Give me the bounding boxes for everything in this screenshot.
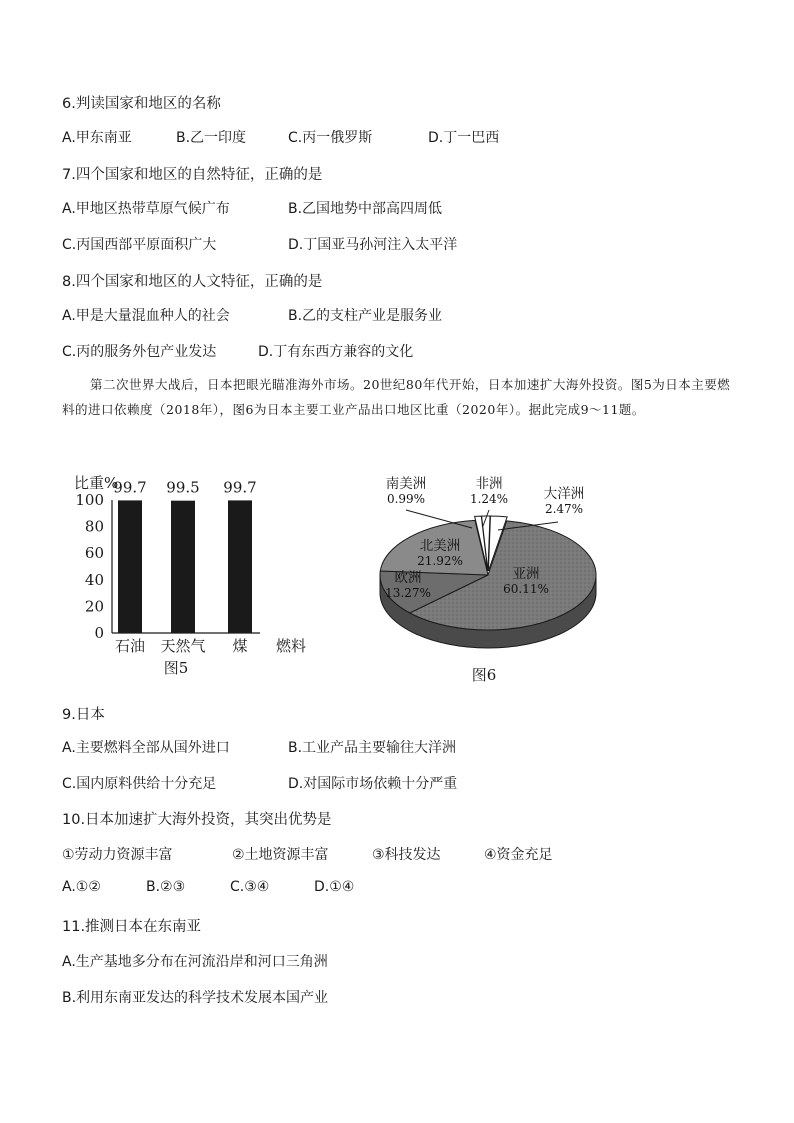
fig5-caption: 图5 [163,659,189,677]
fig5-ytick-label: 100 [75,491,104,509]
fig5-bar [228,500,252,633]
q10-stem: 10.日本加速扩大海外投资，其突出优势是 [62,812,332,828]
q7-option-d: D.丁国亚马孙河注入太平洋 [288,237,458,253]
fig5-category-label: 石油 [114,637,146,655]
fig6-caption: 图6 [471,666,497,684]
q10-item-3: ③科技发达 [372,847,441,863]
fig5-category-label: 煤 [232,637,248,655]
q9-option-b: B.工业产品主要输往大洋洲 [288,740,457,756]
fig5-bar [171,501,195,633]
q6-option-a: A.甲东南亚 [62,130,132,146]
fig5-xlabel: 燃料 [276,637,307,655]
q7-stem: 7.四个国家和地区的自然特征，正确的是 [62,167,323,183]
q9-option-d: D.对国际市场依赖十分严重 [288,776,458,792]
q7-option-a: A.甲地区热带草原气候广布 [62,201,230,217]
fig5-bar-value-label: 99.7 [223,478,257,497]
fig6-leader-line [406,510,472,528]
fig6-slice-value: 21.92% [417,554,463,568]
fig5-bar [118,500,142,633]
figure-5-bar-chart [60,468,320,683]
fig6-slice-value: 2.47% [544,502,584,516]
q10-option-d: D.①④ [314,879,355,895]
fig5-ytick-label: 40 [84,570,104,589]
q9-stem: 9.日本 [62,707,105,723]
figure-6-pie-chart [368,470,618,690]
fig5-category-label: 天然气 [160,637,206,655]
q9-option-a: A.主要燃料全部从国外进口 [62,740,230,756]
fig6-slice-value: 13.27% [385,586,431,600]
q6-option-d: D.丁一巴西 [428,130,500,146]
q6-option-c: C.丙一俄罗斯 [288,130,373,146]
fig5-ytick-label: 20 [84,597,104,616]
q10-item-2: ②土地资源丰富 [232,847,329,863]
fig6-slice-name: 非洲 [475,476,503,492]
q6-stem: 6.判读国家和地区的名称 [62,96,221,112]
intro-paragraph: 第二次世界大战后，日本把眼光瞄准海外市场。20世纪80年代开始，日本加速扩大海外投资。图5为日本主要燃料的进口依赖度（2018年），图6为日本主要工业产品出口地区比重（2020年）。据此完成9～11题。 [62,377,731,417]
fig5-bar-value-label: 99.7 [113,478,147,497]
fig5-ylabel: 比重% [74,474,119,492]
fig6-slice-name: 南美洲 [385,476,427,492]
q8-option-c: C.丙的服务外包产业发达 [62,344,217,360]
q10-option-c: C.③④ [230,879,270,895]
q10-option-b: B.②③ [146,879,186,895]
fig5-ytick-label: 80 [84,517,104,536]
fig5-bar-value-label: 99.5 [166,478,200,497]
fig6-slice-name: 大洋洲 [543,486,585,502]
q8-option-b: B.乙的支柱产业是服务业 [288,308,443,324]
fig6-slice-name: 欧洲 [394,570,422,586]
q7-option-c: C.丙国西部平原面积广大 [62,237,217,253]
fig6-slice-value: 1.24% [469,492,509,506]
q8-option-a: A.甲是大量混血种人的社会 [62,308,230,324]
fig6-slice-value: 0.99% [386,492,426,506]
q9-option-c: C.国内原料供给十分充足 [62,776,217,792]
q10-item-4: ④资金充足 [484,847,553,863]
q10-item-1: ①劳动力资源丰富 [62,847,173,863]
q8-stem: 8.四个国家和地区的人文特征，正确的是 [62,274,323,290]
fig6-slice-name: 亚洲 [512,566,540,582]
fig5-ytick-label: 60 [84,544,104,563]
q7-option-b: B.乙国地势中部高四周低 [288,201,443,217]
q11-stem: 11.推测日本在东南亚 [62,919,202,935]
q11-option-b: B.利用东南亚发达的科学技术发展本国产业 [62,990,329,1006]
fig5-ytick-label: 0 [94,624,104,642]
fig6-slice-name: 北美洲 [419,538,461,554]
fig6-slice-value: 60.11% [503,582,549,596]
q6-option-b: B.乙一印度 [176,130,247,146]
q11-option-a: A.生产基地多分布在河流沿岸和河口三角洲 [62,954,328,970]
q10-option-a: A.①② [62,879,101,895]
q8-option-d: D.丁有东西方兼容的文化 [258,344,414,360]
